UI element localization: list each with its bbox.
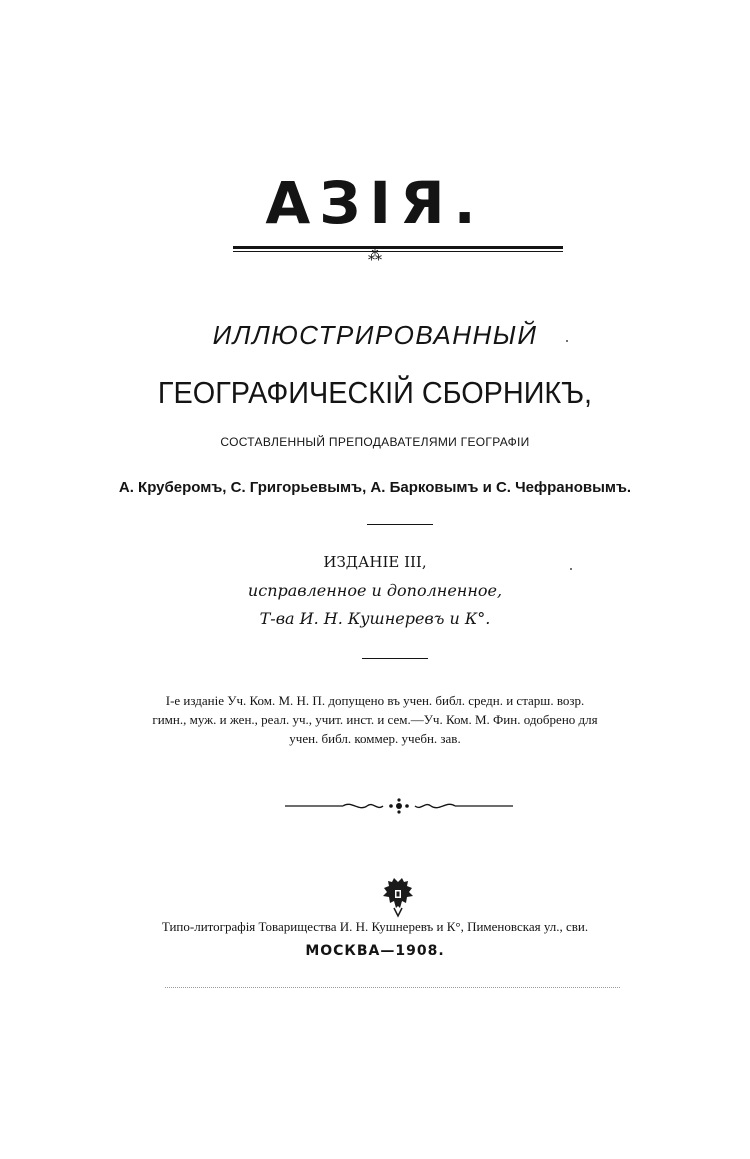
speck: [570, 568, 572, 570]
subtitle-line-2: ГЕОГРАФИЧЕСКІЙ СБОРНИКЪ,: [157, 375, 593, 410]
separator-rule: [367, 524, 433, 525]
compiled-by-line: СОСТАВЛЕННЫЙ ПРЕПОДАВАТЕЛЯМИ ГЕОГРАФІИ: [220, 435, 530, 449]
approval-note: [0, 691, 750, 748]
city-year: МОСКВА—1908.: [305, 943, 445, 959]
approval-line: учен. библ. коммер. учебн. зав.: [289, 731, 461, 746]
edition-note: исправленное и дополненное,: [247, 581, 503, 600]
approval-line: I-е изданіе Уч. Ком. М. Н. П. допущено въ учен. библ. средн. и старш. возр.: [165, 693, 585, 708]
edition-line: ИЗДАНІЕ III,: [323, 553, 427, 571]
speck: [566, 340, 568, 342]
printer-line: Типо-литографія Товарищества И. Н. Кушнеревъ и К°, Пименовская ул., сви.: [161, 919, 589, 934]
double-headed-eagle-icon: [380, 876, 416, 918]
separator-rule: [362, 658, 428, 659]
authors-line: А. Круберомъ, С. Григорьевымъ, А. Барковымъ и С. Чефрановымъ.: [118, 479, 632, 496]
subtitle-line-1: ИЛЛЮСТРИРОВАННЫЙ: [212, 320, 538, 350]
small-ornament: ⁂: [368, 248, 382, 264]
approval-line: гимн., муж. и жен., реал. уч., учит. инст. и сем.—Уч. Ком. М. Фин. одобрено для: [152, 712, 598, 727]
decorative-ornament: [285, 796, 513, 816]
book-title: АЗІЯ.: [265, 169, 485, 237]
publisher-line: Т-ва И. Н. Кушнеревъ и К°.: [259, 609, 491, 628]
bottom-rule: [165, 987, 620, 988]
